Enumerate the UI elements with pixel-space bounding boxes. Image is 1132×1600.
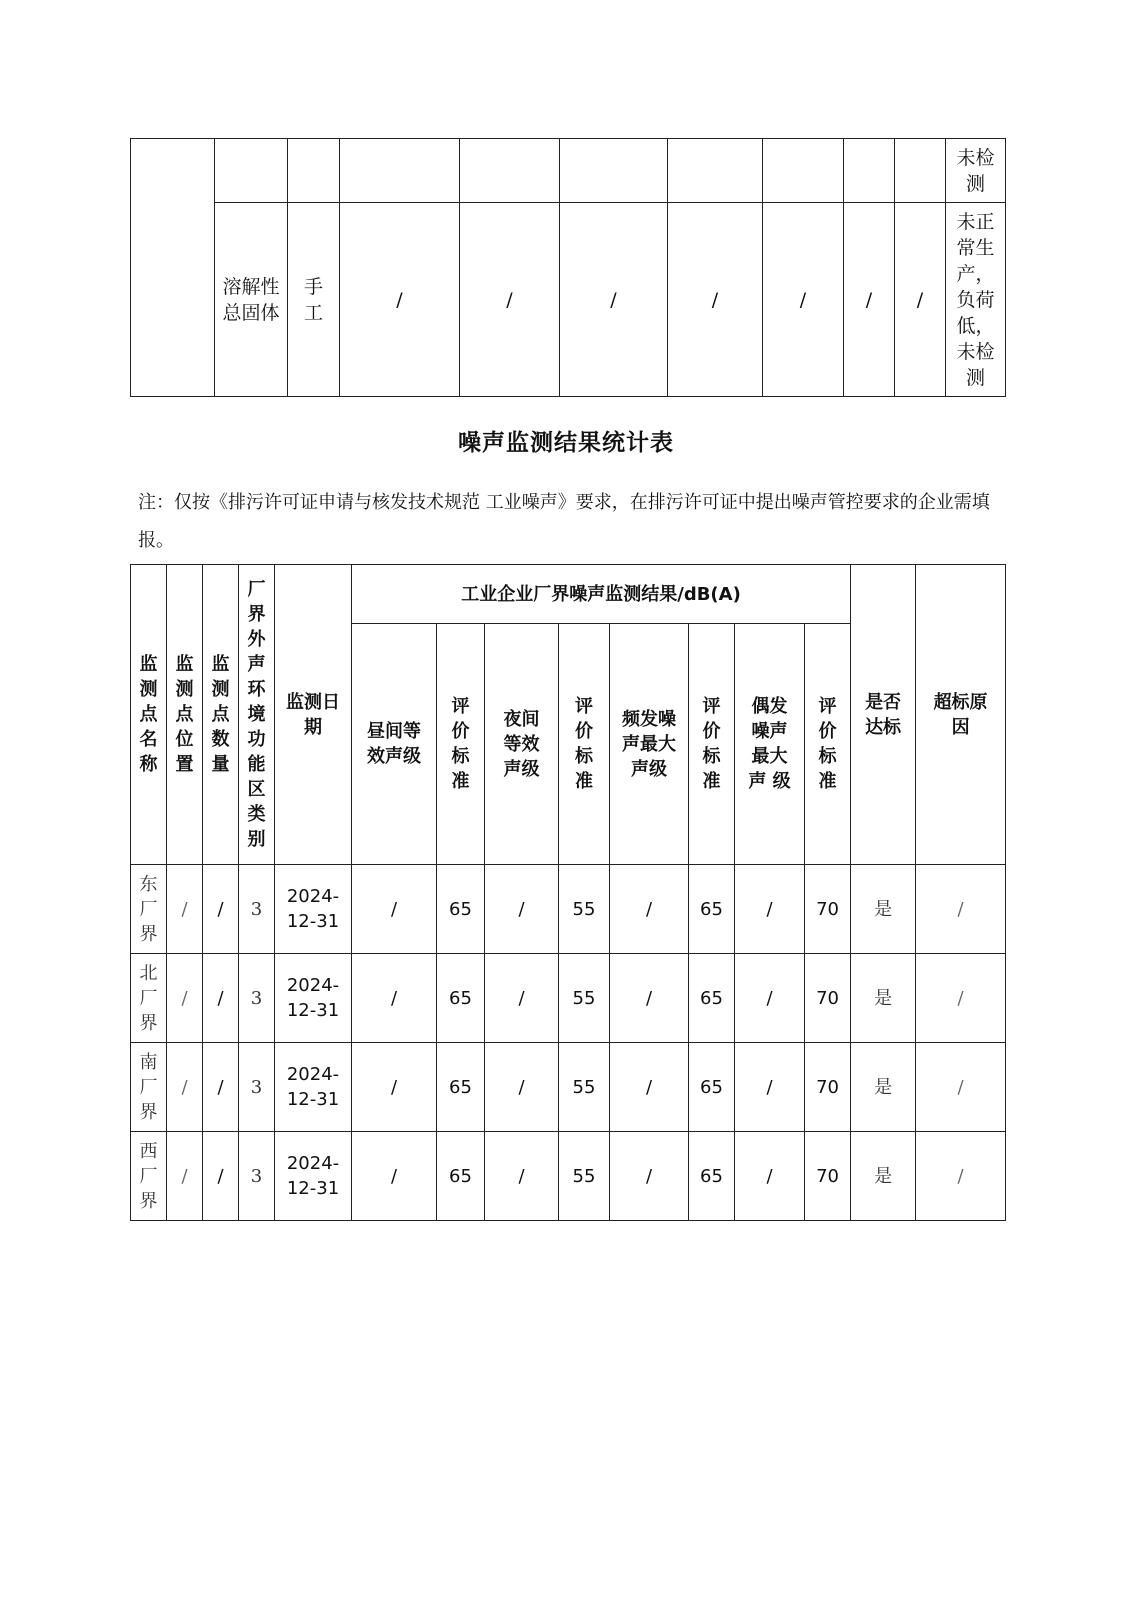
table-row: [131, 203, 1006, 397]
header-std: 评价标准: [805, 624, 851, 865]
table-row: [131, 1132, 1006, 1221]
row-count: /: [203, 865, 239, 954]
row-zone: 3: [239, 865, 275, 954]
table-row: [131, 139, 1006, 203]
row-std: 65: [689, 1132, 735, 1221]
row-count: /: [203, 1132, 239, 1221]
value-cell: /: [560, 203, 668, 397]
noise-monitoring-table: [130, 564, 1006, 1221]
row-std: 55: [559, 1132, 610, 1221]
header-group: 工业企业厂界噪声监测结果/dB(A): [352, 565, 851, 624]
row-zone: 3: [239, 1132, 275, 1221]
row-freq-max: /: [610, 1132, 689, 1221]
row-night-level: /: [485, 954, 559, 1043]
value-cell: /: [895, 203, 946, 397]
row-night-level: /: [485, 1043, 559, 1132]
value-cell: /: [460, 203, 560, 397]
row-position: /: [167, 1043, 203, 1132]
method: 手工: [288, 203, 340, 397]
row-std: 65: [437, 1043, 485, 1132]
value-cell: /: [763, 203, 844, 397]
header-std: 评价标准: [437, 624, 485, 865]
row-compliant: 是: [851, 865, 916, 954]
table-row: [131, 954, 1006, 1043]
row-compliant: 是: [851, 1132, 916, 1221]
header-std: 评价标准: [559, 624, 610, 865]
row-zone: 3: [239, 954, 275, 1043]
header-reason: 超标原因: [916, 565, 1006, 865]
row-freq-max: /: [610, 954, 689, 1043]
row-std: 55: [559, 1043, 610, 1132]
row-date: 2024-12-31: [275, 865, 352, 954]
row-std: 70: [805, 1132, 851, 1221]
row-std: 70: [805, 865, 851, 954]
header-count: 监测点数量: [203, 565, 239, 865]
row-std: 70: [805, 1043, 851, 1132]
header-compliant: 是否达标: [851, 565, 916, 865]
row-occ-max: /: [735, 1132, 805, 1221]
row-position: /: [167, 954, 203, 1043]
header-name: 监测点名称: [131, 565, 167, 865]
table-cell: [288, 139, 340, 203]
row-name: 北厂界: [131, 954, 167, 1043]
header-date: 监测日期: [275, 565, 352, 865]
table-cell: [844, 139, 895, 203]
value-cell: /: [844, 203, 895, 397]
row-std: 65: [437, 865, 485, 954]
table-cell: [215, 139, 288, 203]
row-name: 西厂界: [131, 1132, 167, 1221]
table-row: [131, 1043, 1006, 1132]
row-date: 2024-12-31: [275, 1043, 352, 1132]
row-date: 2024-12-31: [275, 1132, 352, 1221]
header-std: 评价标准: [689, 624, 735, 865]
header-position: 监测点位置: [167, 565, 203, 865]
value-cell: /: [340, 203, 460, 397]
pollutant-table-continued: [130, 138, 1006, 397]
row2-note: 未正常生产，负荷低，未检测: [946, 203, 1006, 397]
row-count: /: [203, 1043, 239, 1132]
row-position: /: [167, 865, 203, 954]
row-zone: 3: [239, 1043, 275, 1132]
row-reason: /: [916, 865, 1006, 954]
header-zone: 厂界外声环境功能区类别: [239, 565, 275, 865]
table-cell: [340, 139, 460, 203]
row-night-level: /: [485, 865, 559, 954]
header-row: [131, 565, 1006, 624]
row-day-level: /: [352, 865, 437, 954]
row-std: 65: [689, 865, 735, 954]
table-cell: [131, 139, 215, 397]
row-name: 南厂界: [131, 1043, 167, 1132]
row-compliant: 是: [851, 1043, 916, 1132]
table-cell: [560, 139, 668, 203]
header-freq-max: 频发噪声最大声级: [610, 624, 689, 865]
table-cell: [668, 139, 763, 203]
section-title: 噪声监测结果统计表: [458, 430, 674, 456]
row-std: 65: [689, 954, 735, 1043]
value-cell: /: [668, 203, 763, 397]
row-freq-max: /: [610, 1043, 689, 1132]
table-cell: [895, 139, 946, 203]
row-std: 70: [805, 954, 851, 1043]
note-text: 注：仅按《排污许可证申请与核发技术规范 工业噪声》要求，在排污许可证中提出噪声管控要求的企业需填报。: [138, 492, 990, 551]
row-occ-max: /: [735, 1043, 805, 1132]
table-row: [131, 865, 1006, 954]
row-occ-max: /: [735, 954, 805, 1043]
row-compliant: 是: [851, 954, 916, 1043]
row-reason: /: [916, 1132, 1006, 1221]
row-reason: /: [916, 954, 1006, 1043]
row-night-level: /: [485, 1132, 559, 1221]
header-day-level: 昼间等效声级: [352, 624, 437, 865]
header-night-level: 夜间等效声级: [485, 624, 559, 865]
table-cell: [763, 139, 844, 203]
noise-table-body: [131, 865, 1006, 1221]
row-name: 东厂界: [131, 865, 167, 954]
header-occ-max: 偶发噪声最大声 级: [735, 624, 805, 865]
row-reason: /: [916, 1043, 1006, 1132]
row-std: 65: [437, 954, 485, 1043]
row-day-level: /: [352, 1043, 437, 1132]
row-freq-max: /: [610, 865, 689, 954]
row-std: 65: [437, 1132, 485, 1221]
row-position: /: [167, 1132, 203, 1221]
row-day-level: /: [352, 954, 437, 1043]
row-std: 55: [559, 865, 610, 954]
table-cell: [460, 139, 560, 203]
row-occ-max: /: [735, 865, 805, 954]
row1-note: 未检测: [946, 139, 1006, 203]
row-count: /: [203, 954, 239, 1043]
item-name: 溶解性总固体: [215, 203, 288, 397]
row-date: 2024-12-31: [275, 954, 352, 1043]
row-day-level: /: [352, 1132, 437, 1221]
row-std: 65: [689, 1043, 735, 1132]
row-std: 55: [559, 954, 610, 1043]
